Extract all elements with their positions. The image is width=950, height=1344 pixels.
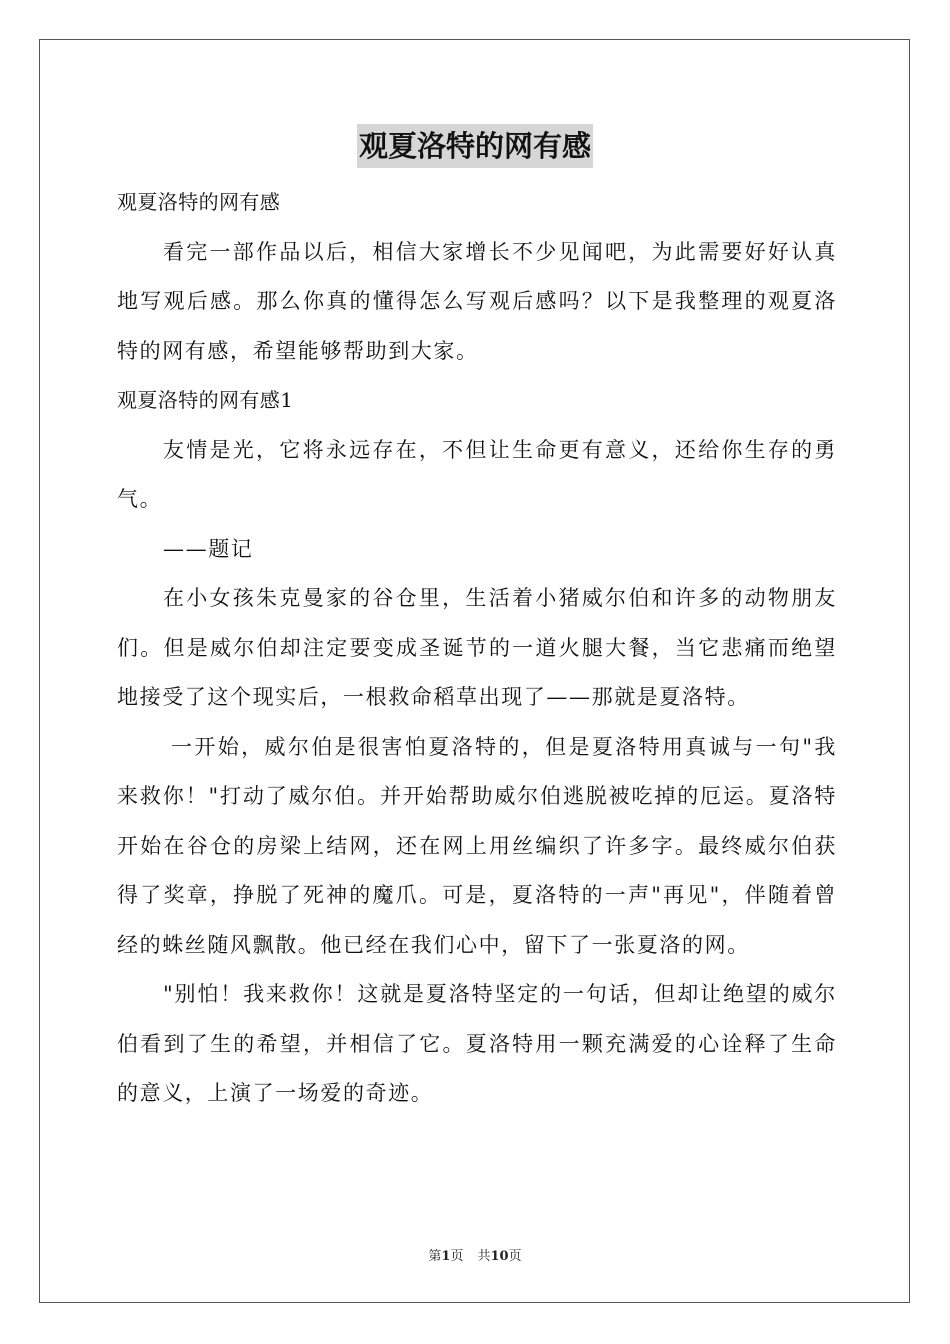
document-body — [117, 178, 837, 1119]
paragraph-friendship: 友情是光，它将永远存在，不但让生命更有意义，还给你生存的勇气。 — [117, 437, 837, 511]
paragraph-epigraph: ——题记 — [163, 536, 254, 561]
page-total: 10 — [490, 1249, 509, 1264]
page-prefix: 第 — [428, 1249, 442, 1264]
section-heading-1: 观夏洛特的网有感1 — [117, 388, 294, 412]
page-current: 1 — [441, 1249, 451, 1264]
document-title: 观夏洛特的网有感 — [357, 124, 593, 168]
section-heading-intro: 观夏洛特的网有感 — [117, 190, 281, 214]
page-suffix: 页 — [450, 1249, 464, 1264]
paragraph-intro: 看完一部作品以后，相信大家增长不少见闻吧，为此需要好好认真地写观后感。那么你真的懂得怎么写观后感吗？以下是我整理的观夏洛特的网有感，希望能够帮助到大家。 — [117, 239, 837, 363]
title-container — [0, 124, 950, 168]
page-footer — [0, 1248, 950, 1266]
total-prefix: 共 — [477, 1249, 491, 1264]
paragraph-story-setup: 在小女孩朱克曼家的谷仓里，生活着小猪威尔伯和许多的动物朋友们。但是威尔伯却注定要变成圣诞节的一道火腿大餐，当它悲痛而绝望地接受了这个现实后，一根救命稻草出现了——那就是夏洛特。 — [117, 586, 837, 709]
paragraph-story-rescue: 一开始，威尔伯是很害怕夏洛特的，但是夏洛特用真诚与一句"我来救你！"打动了威尔伯。并开始帮助威尔伯逃脱被吃掉的厄运。夏洛特开始在谷仓的房梁上结网，还在网上用丝编织了许多字。最终威尔伯获得了奖章，挣脱了死神的魔爪。可是，夏洛特的一声"再见"，伴随着曾经的蛛丝随风飘散。他已经在我们心中，留下了一张夏洛的网。 — [117, 734, 837, 957]
paragraph-conclusion: "别怕！我来救你！这就是夏洛特坚定的一句话，但却让绝望的威尔伯看到了生的希望，并相信了它。夏洛特用一颗充满爱的心诠释了生命的意义，上演了一场爱的奇迹。 — [117, 982, 837, 1105]
total-suffix: 页 — [508, 1249, 522, 1264]
